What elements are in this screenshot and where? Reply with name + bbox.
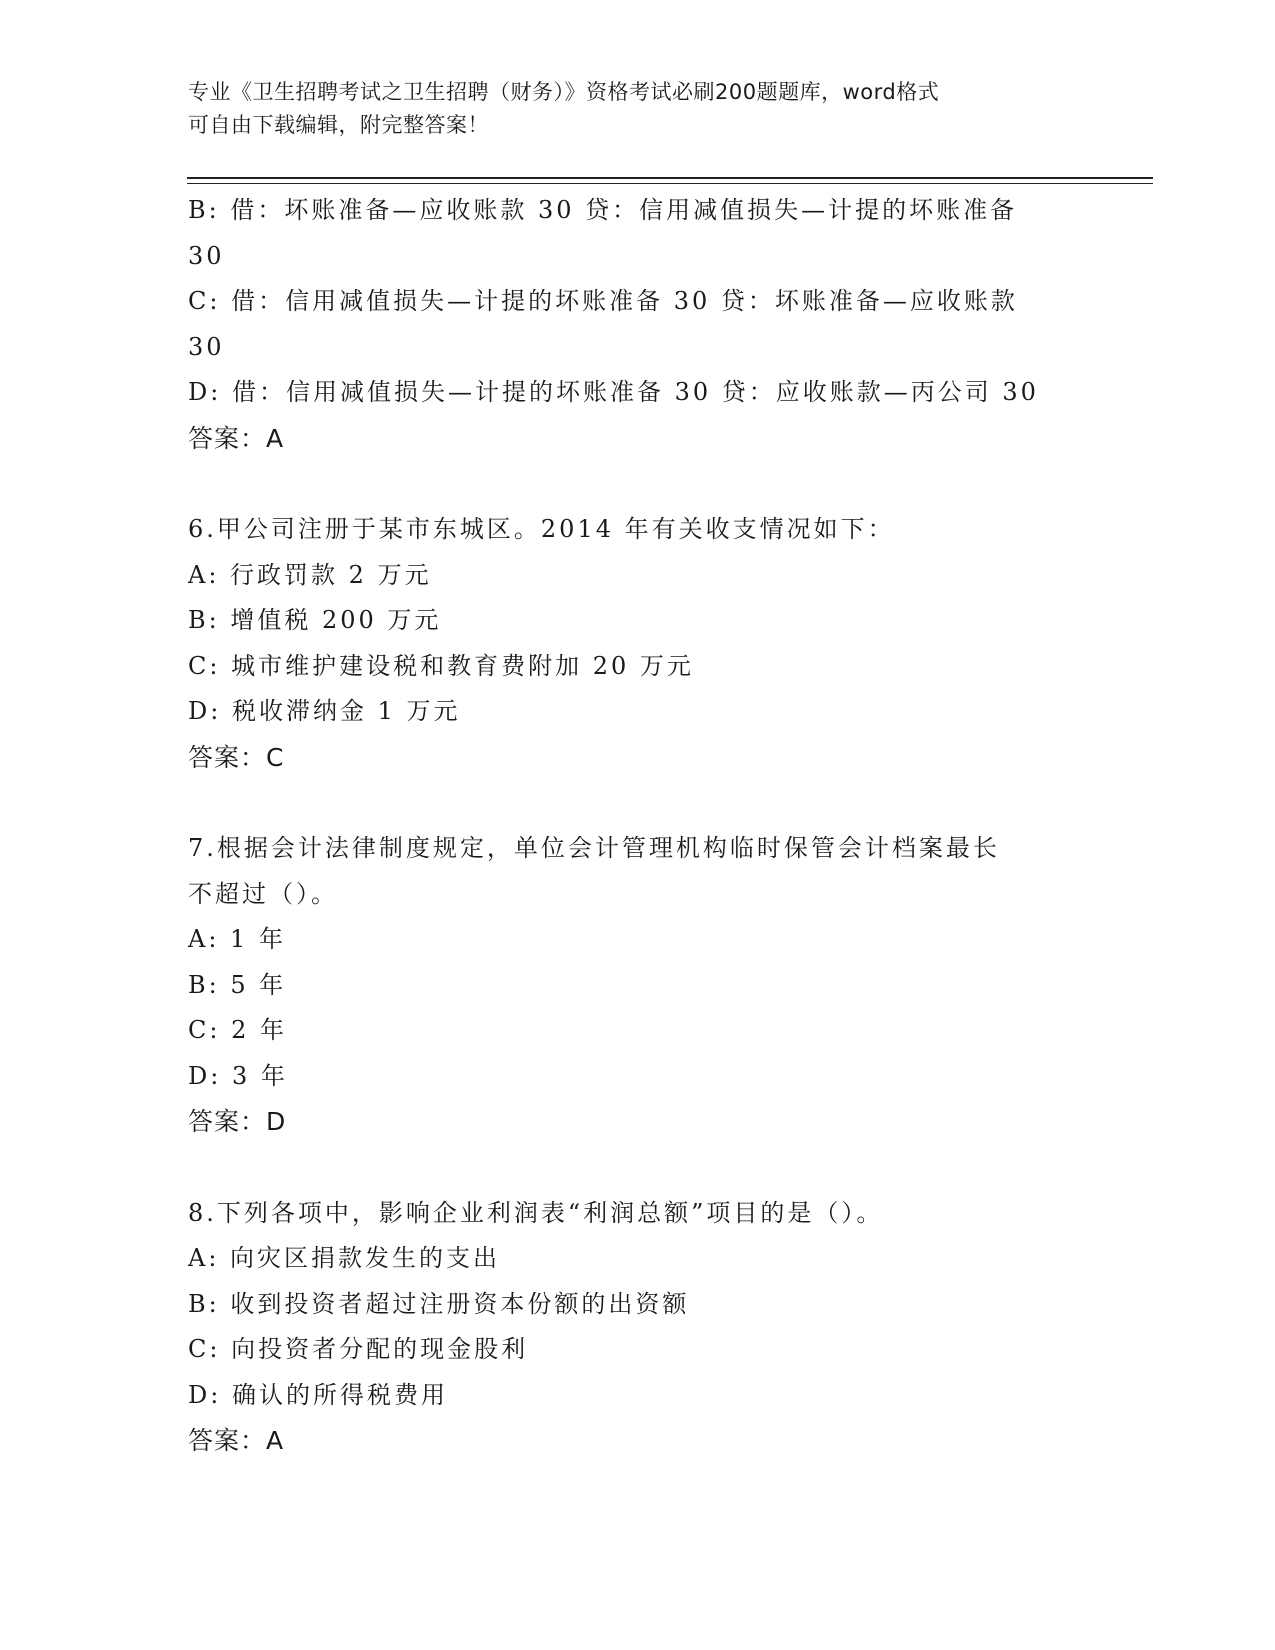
option-d: D: 税收滞纳金 1 万元 (188, 697, 461, 725)
option-c: C: 向投资者分配的现金股利 (188, 1335, 529, 1363)
question-stem-line-1: 7.根据会计法律制度规定，单位会计管理机构临时保管会计档案最长 (188, 834, 1000, 862)
question-stem-line-2: 不超过（）。 (188, 879, 338, 908)
option-d: D: 确认的所得税费用 (188, 1380, 448, 1409)
question-stem: 8.下列各项中，影响企业利润表“利润总额”项目的是（）。 (188, 1198, 884, 1227)
header-rule-thin (187, 183, 1153, 184)
option-d: D: 3 年 (188, 1061, 288, 1090)
option-a: A: 1 年 (188, 925, 286, 953)
question-5 (188, 188, 1068, 461)
option-b-line-1: B: 借：坏账准备—应收账款 30 贷：信用减值损失—计提的坏账准备 (188, 196, 1018, 224)
header-line-2: 可自由下载编辑，附完整答案！ (188, 113, 489, 137)
option-a: A: 向灾区捐款发生的支出 (188, 1244, 501, 1272)
spacer (188, 461, 1068, 507)
header-line-1: 专业《卫生招聘考试之卫生招聘（财务）》资格考试必刷200题题库，word格式 (188, 80, 940, 104)
option-c-line-2: 30 (188, 332, 225, 361)
document-body (188, 188, 1068, 1464)
option-b: B: 5 年 (188, 970, 287, 999)
option-d: D: 借：信用减值损失—计提的坏账准备 30 贷：应收账款—丙公司 30 (188, 378, 1039, 406)
spacer (188, 1145, 1068, 1191)
answer: 答案：D (188, 1107, 287, 1136)
option-b: B: 收到投资者超过注册资本份额的出资额 (188, 1289, 690, 1318)
option-c: C: 2 年 (188, 1016, 287, 1044)
answer: 答案：A (188, 423, 285, 453)
option-c: C: 城市维护建设税和教育费附加 20 万元 (188, 651, 694, 680)
answer: 答案：A (188, 1426, 285, 1455)
answer: 答案：C (188, 742, 285, 772)
option-b: B: 增值税 200 万元 (188, 606, 442, 634)
option-c-line-1: C: 借：信用减值损失—计提的坏账准备 30 贷：坏账准备—应收账款 (188, 287, 1018, 315)
header-rule-thick (187, 177, 1153, 179)
question-7 (188, 826, 1068, 1145)
question-6 (188, 507, 1068, 780)
question-stem: 6.甲公司注册于某市东城区。2014 年有关收支情况如下： (188, 515, 895, 543)
question-8 (188, 1191, 1068, 1464)
option-a: A: 行政罚款 2 万元 (188, 560, 432, 589)
option-b-line-2: 30 (188, 241, 225, 270)
document-header (188, 76, 1068, 142)
spacer (188, 780, 1068, 826)
